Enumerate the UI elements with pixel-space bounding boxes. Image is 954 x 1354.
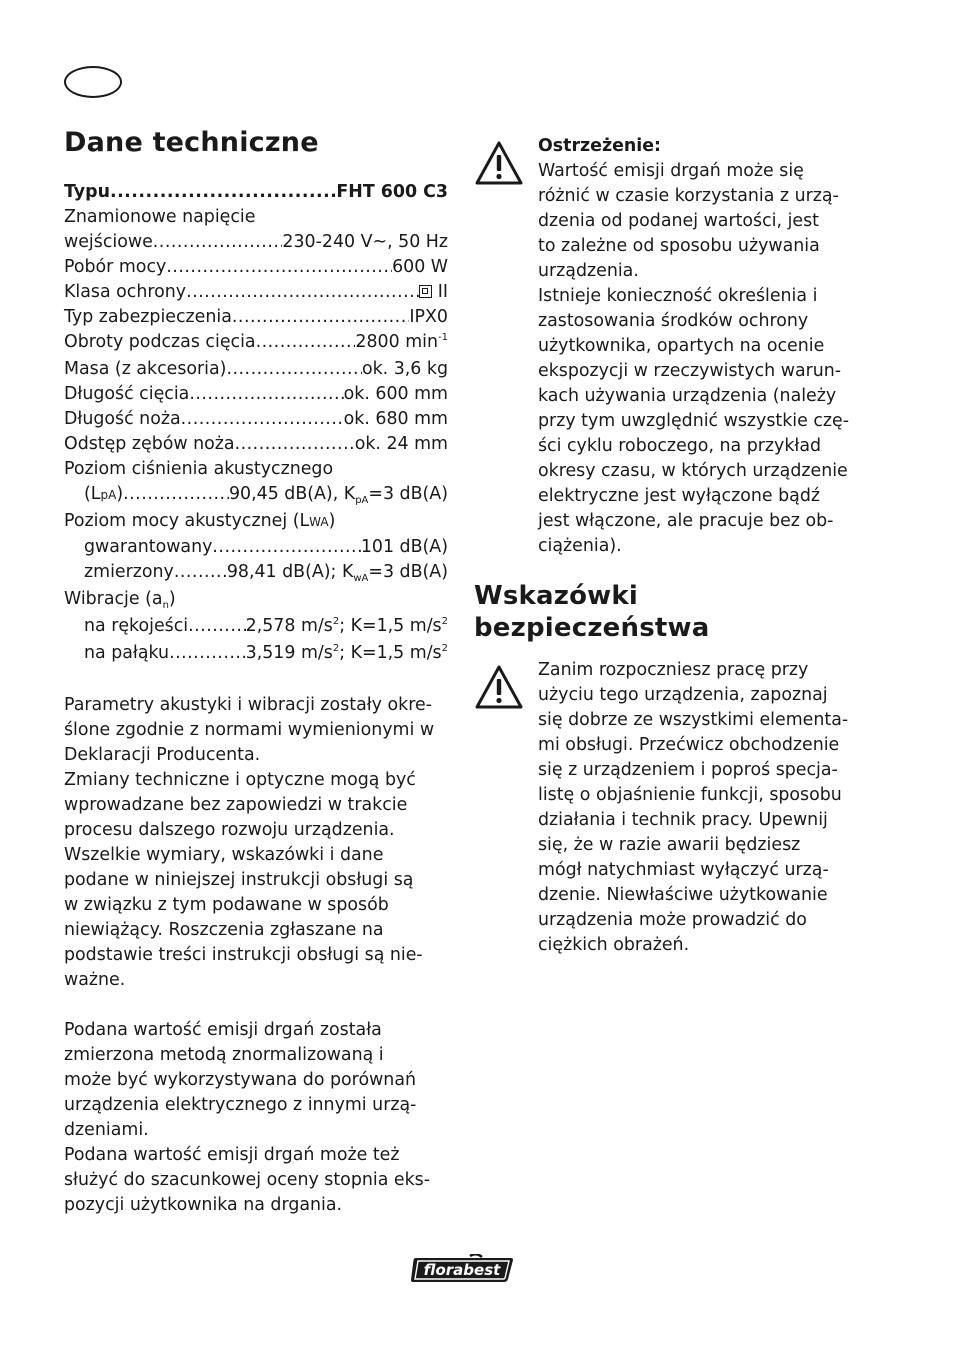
paragraph-technical-changes: Zmiany techniczne i optyczne mogą być wprowadzane bez zapowiedzi w trakcie procesu dalszego rozwoju urządzenia. Wszelkie wymiary, wskazówki i dane podane w niniejszej instrukcji obsługi są w związku z tym podawane w sposób niewiążący. Roszczenia zgłaszane na podstawie treści instrukcji obsługi są nie- ważne. [64, 770, 423, 990]
svg-text:florabest: florabest [423, 1261, 501, 1279]
warning-triangle-icon [474, 134, 538, 190]
spec-voltage-line1: Znamionowe napięcie [64, 207, 256, 227]
spec-vibration-heading: Wibracje $(a_n)$ [64, 589, 176, 611]
paragraph-acoustic-params: Parametry akustyki i wibracji zostały okre- ślone zgodnie z normami wymienionymi w Deklaracji Producenta. [64, 695, 435, 765]
spec-sound-pressure: (LpA) ..... 90,45 dB(A), $K_{pA}=3$ dB(A) [64, 482, 448, 509]
paragraph-vibration-measurement: Podana wartość emisji drgań została zmierzona metodą znormalizowaną i może być wykorzystywana do porównań urządzenia elektrycznego z innymi urzą- dzeniami. [64, 1020, 417, 1140]
spec-speed: Obroty podczas cięcia ..... 2800 $\min^{-1}$ [64, 330, 448, 357]
spec-vibration-handle: na rękojeści ..... 2,578 $m/s^2$; K=1,5 $m/s^2$ [64, 614, 448, 641]
spec-type: Typu ..... FHT 600 C3 [64, 180, 448, 205]
spec-list [64, 180, 448, 668]
florabest-logo [410, 1254, 514, 1286]
spec-power: Pobór mocy ..... 600 W [64, 255, 448, 280]
warning-triangle-icon [474, 658, 538, 714]
section-title-safety: Wskazówki bezpieczeństwa [474, 581, 710, 643]
spec-vibration-bow: na pałąku ..... 3,519 $m/s^2$; K=1,5 $m/s^2$ [64, 641, 448, 668]
spec-protection-class: Klasa ochrony ..... II [64, 280, 448, 305]
technical-data-section [64, 126, 448, 1218]
warning-title: Ostrzeżenie: [538, 136, 661, 156]
spec-sound-power-heading: Poziom mocy akustycznej (LWA) [64, 511, 336, 531]
warnings-section [474, 134, 864, 958]
warning-paragraph-1: Wartość emisji drgań może się różnić w czasie korzystania z urzą- dzenia od podanej wartości, jest to zależne od sposobu używania urządzenia. [538, 161, 839, 281]
double-insulation-icon [419, 285, 432, 298]
spec-cut-length: Długość cięcia ..... ok. 600 mm [64, 382, 448, 407]
safety-warning [474, 658, 864, 958]
spec-voltage: wejściowe ..... 230-240 V~, 50 Hz [64, 230, 448, 255]
spec-mass: Masa (z akcesoria) ..... ok. 3,6 kg [64, 357, 448, 382]
language-marker [64, 66, 122, 98]
spec-sound-power-measured: zmierzony ..... 98,41 dB(A); $K_{wA}=3$ dB(A) [64, 560, 448, 587]
paragraph-vibration-exposure: Podana wartość emisji drgań może też służyć do szacunkowej oceny stopnia eks- pozycji użytkownika na drgania. [64, 1145, 431, 1215]
spec-protection-type: Typ zabezpieczenia ..... IPX0 [64, 305, 448, 330]
spec-tooth-spacing: Odstęp zębów noża ..... ok. 24 mm [64, 432, 448, 457]
spec-sound-power-guaranteed: gwarantowany ..... 101 dB(A) [64, 535, 448, 560]
spec-sound-pressure-heading: Poziom ciśnienia akustycznego [64, 459, 334, 479]
section-title-technical-data: Dane techniczne [64, 127, 319, 158]
safety-paragraph: Zanim rozpoczniesz pracę przy użyciu tego urządzenia, zapoznaj się dobrze ze wszystkimi elementa- mi obsługi. Przećwicz obchodzenie się z urządzeniem i poproś specja- listę o objaśnienie funkcji, sposobu działania i technik pracy. Upewnij się, że w razie awarii będziesz mógł natychmiast wyłączyć urzą- dzenie. Niewłaściwe użytkowanie urządzenia może prowadzić do ciężkich obrażeń. [538, 660, 849, 955]
warning-paragraph-2: Istnieje konieczność określenia i zastosowania środków ochrony użytkownika, opartych na ocenie ekspozycji w rzeczywistych warun- kach używania urządzenia (należy przy tym uwzględnić wszystkie czę- ści cyklu roboczego, na przykład okresy czasu, w których urządzenie elektryczne jest wyłączone bądź jest włączone, ale pracuje bez ob- ciążenia). [538, 286, 850, 556]
vibration-warning [474, 134, 864, 559]
spec-blade-length: Długość noża ..... ok. 680 mm [64, 407, 448, 432]
